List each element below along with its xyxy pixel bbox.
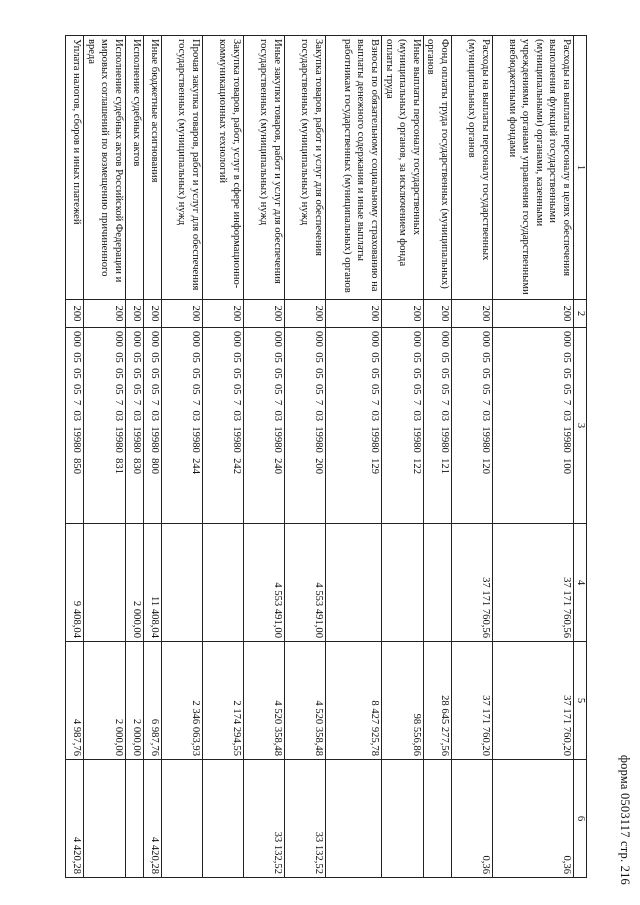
table-row	[493, 36, 574, 878]
row-line-code-cell: 200	[493, 300, 574, 328]
row-name-cell: Расходы на выплаты персоналу в целях обеспечения выполнения функций государственными (муниципальными) органами, казенными учреждениями, органами управления государственными внебюджетными фондами	[493, 36, 574, 300]
row-name-cell: Иные закупки товаров, работ и услуг для обеспечения государственных (муниципальных) нужд	[244, 36, 285, 300]
row-unexecuted-cell: 0,36	[452, 760, 493, 878]
row-unexecuted-cell: 0,36	[493, 760, 574, 878]
row-budget-code-cell: 000 05 05 05 7 03 19980 129	[326, 328, 382, 524]
row-line-code-cell: 200	[452, 300, 493, 328]
row-approved-cell	[84, 524, 126, 642]
table-row	[84, 36, 126, 878]
row-executed-cell: 4 987,76	[66, 642, 84, 760]
row-budget-code-cell: 000 05 05 05 7 03 19980 120	[452, 328, 493, 524]
row-budget-code-cell: 000 05 05 05 7 03 19980 244	[162, 328, 203, 524]
row-unexecuted-cell	[382, 760, 424, 878]
row-line-code-cell: 200	[203, 300, 244, 328]
row-executed-cell: 2 000,00	[126, 642, 144, 760]
row-unexecuted-cell	[126, 760, 144, 878]
row-line-code-cell: 200	[162, 300, 203, 328]
row-line-code-cell: 200	[423, 300, 451, 328]
row-name-cell: Закупка товаров, работ и услуг для обеспечения государственных (муниципальных) нужд	[285, 36, 326, 300]
row-unexecuted-cell: 4 420,28	[144, 760, 162, 878]
row-executed-cell: 8 427 925,78	[326, 642, 382, 760]
column-number: 6	[574, 760, 587, 878]
form-reference: форма 0503117 стр. 216	[618, 754, 632, 885]
column-number: 4	[574, 524, 587, 642]
row-line-code-cell: 200	[126, 300, 144, 328]
row-line-code-cell: 200	[326, 300, 382, 328]
row-executed-cell: 4 520 358,48	[244, 642, 285, 760]
table-row	[244, 36, 285, 878]
row-unexecuted-cell	[326, 760, 382, 878]
row-unexecuted-cell: 33 132,52	[244, 760, 285, 878]
table-row	[326, 36, 382, 878]
row-budget-code-cell: 000 05 05 05 7 03 19980 242	[203, 328, 244, 524]
row-unexecuted-cell: 4 420,28	[66, 760, 84, 878]
row-budget-code-cell: 000 05 05 05 7 03 19980 200	[285, 328, 326, 524]
column-number-row	[574, 36, 587, 878]
row-name-cell: Взносы по обязательному социальному страхованию на выплаты денежного содержания и иные выплаты работникам государственных (муниципальных) органов	[326, 36, 382, 300]
row-approved-cell	[423, 524, 451, 642]
row-name-cell: Расходы на выплаты персоналу государственных (муниципальных) органов	[452, 36, 493, 300]
table-row	[423, 36, 451, 878]
table-body	[66, 36, 587, 878]
table-row	[382, 36, 424, 878]
row-executed-cell: 37 171 760,20	[493, 642, 574, 760]
row-name-cell: Исполнение судебных актов	[126, 36, 144, 300]
row-executed-cell: 98 556,86	[382, 642, 424, 760]
table-row	[144, 36, 162, 878]
row-unexecuted-cell	[203, 760, 244, 878]
row-line-code-cell: 200	[244, 300, 285, 328]
row-approved-cell: 4 553 491,00	[244, 524, 285, 642]
row-line-code-cell: 200	[84, 300, 126, 328]
row-unexecuted-cell: 33 132,52	[285, 760, 326, 878]
row-approved-cell	[326, 524, 382, 642]
row-executed-cell: 2 346 063,93	[162, 642, 203, 760]
table-row	[285, 36, 326, 878]
row-budget-code-cell: 000 05 05 05 7 03 19980 240	[244, 328, 285, 524]
row-budget-code-cell: 000 05 05 05 7 03 19980 100	[493, 328, 574, 524]
row-approved-cell: 2 000,00	[126, 524, 144, 642]
row-name-cell: Закупка товаров, работ, услуг в сфере информационно-коммуникационных технологий	[203, 36, 244, 300]
row-name-cell: Прочая закупка товаров, работ и услуг для обеспечения государственных (муниципальных) нужд	[162, 36, 203, 300]
row-name-cell: Фонд оплаты труда государственных (муниципальных) органов	[423, 36, 451, 300]
row-name-cell: Исполнение судебных актов Российской Федерации и мировых соглашений по возмещению причиненного вреда	[84, 36, 126, 300]
table-row	[203, 36, 244, 878]
row-executed-cell: 37 171 760,20	[452, 642, 493, 760]
row-budget-code-cell: 000 05 05 05 7 03 19980 831	[84, 328, 126, 524]
row-budget-code-cell: 000 05 05 05 7 03 19980 122	[382, 328, 424, 524]
row-approved-cell: 4 553 491,00	[285, 524, 326, 642]
row-line-code-cell: 200	[285, 300, 326, 328]
row-executed-cell: 4 520 358,48	[285, 642, 326, 760]
budget-execution-table	[65, 35, 587, 878]
table-row	[162, 36, 203, 878]
row-executed-cell: 28 645 277,56	[423, 642, 451, 760]
row-budget-code-cell: 000 05 05 05 7 03 19980 850	[66, 328, 84, 524]
row-unexecuted-cell	[84, 760, 126, 878]
row-budget-code-cell: 000 05 05 05 7 03 19980 800	[144, 328, 162, 524]
row-approved-cell	[162, 524, 203, 642]
row-approved-cell: 11 408,04	[144, 524, 162, 642]
column-number: 2	[574, 300, 587, 328]
row-unexecuted-cell	[423, 760, 451, 878]
row-budget-code-cell: 000 05 05 05 7 03 19980 830	[126, 328, 144, 524]
row-line-code-cell: 200	[144, 300, 162, 328]
row-approved-cell: 37 171 760,56	[493, 524, 574, 642]
row-budget-code-cell: 000 05 05 05 7 03 19980 121	[423, 328, 451, 524]
row-approved-cell	[203, 524, 244, 642]
row-approved-cell: 37 171 760,56	[452, 524, 493, 642]
row-line-code-cell: 200	[66, 300, 84, 328]
table-row	[66, 36, 84, 878]
table-row	[126, 36, 144, 878]
table-row	[452, 36, 493, 878]
row-executed-cell: 2 174 294,55	[203, 642, 244, 760]
row-approved-cell: 9 408,04	[66, 524, 84, 642]
column-number: 5	[574, 642, 587, 760]
row-name-cell: Уплата налогов, сборов и иных платежей	[66, 36, 84, 300]
column-number: 3	[574, 328, 587, 524]
row-executed-cell: 6 987,76	[144, 642, 162, 760]
row-name-cell: Иные выплаты персоналу государственных (муниципальных) органов, за исключением фонда оплаты труда	[382, 36, 424, 300]
row-approved-cell	[382, 524, 424, 642]
row-name-cell: Иные бюджетные ассигнования	[144, 36, 162, 300]
row-executed-cell: 2 000,00	[84, 642, 126, 760]
column-number: 1	[574, 36, 587, 300]
row-unexecuted-cell	[162, 760, 203, 878]
row-line-code-cell: 200	[382, 300, 424, 328]
